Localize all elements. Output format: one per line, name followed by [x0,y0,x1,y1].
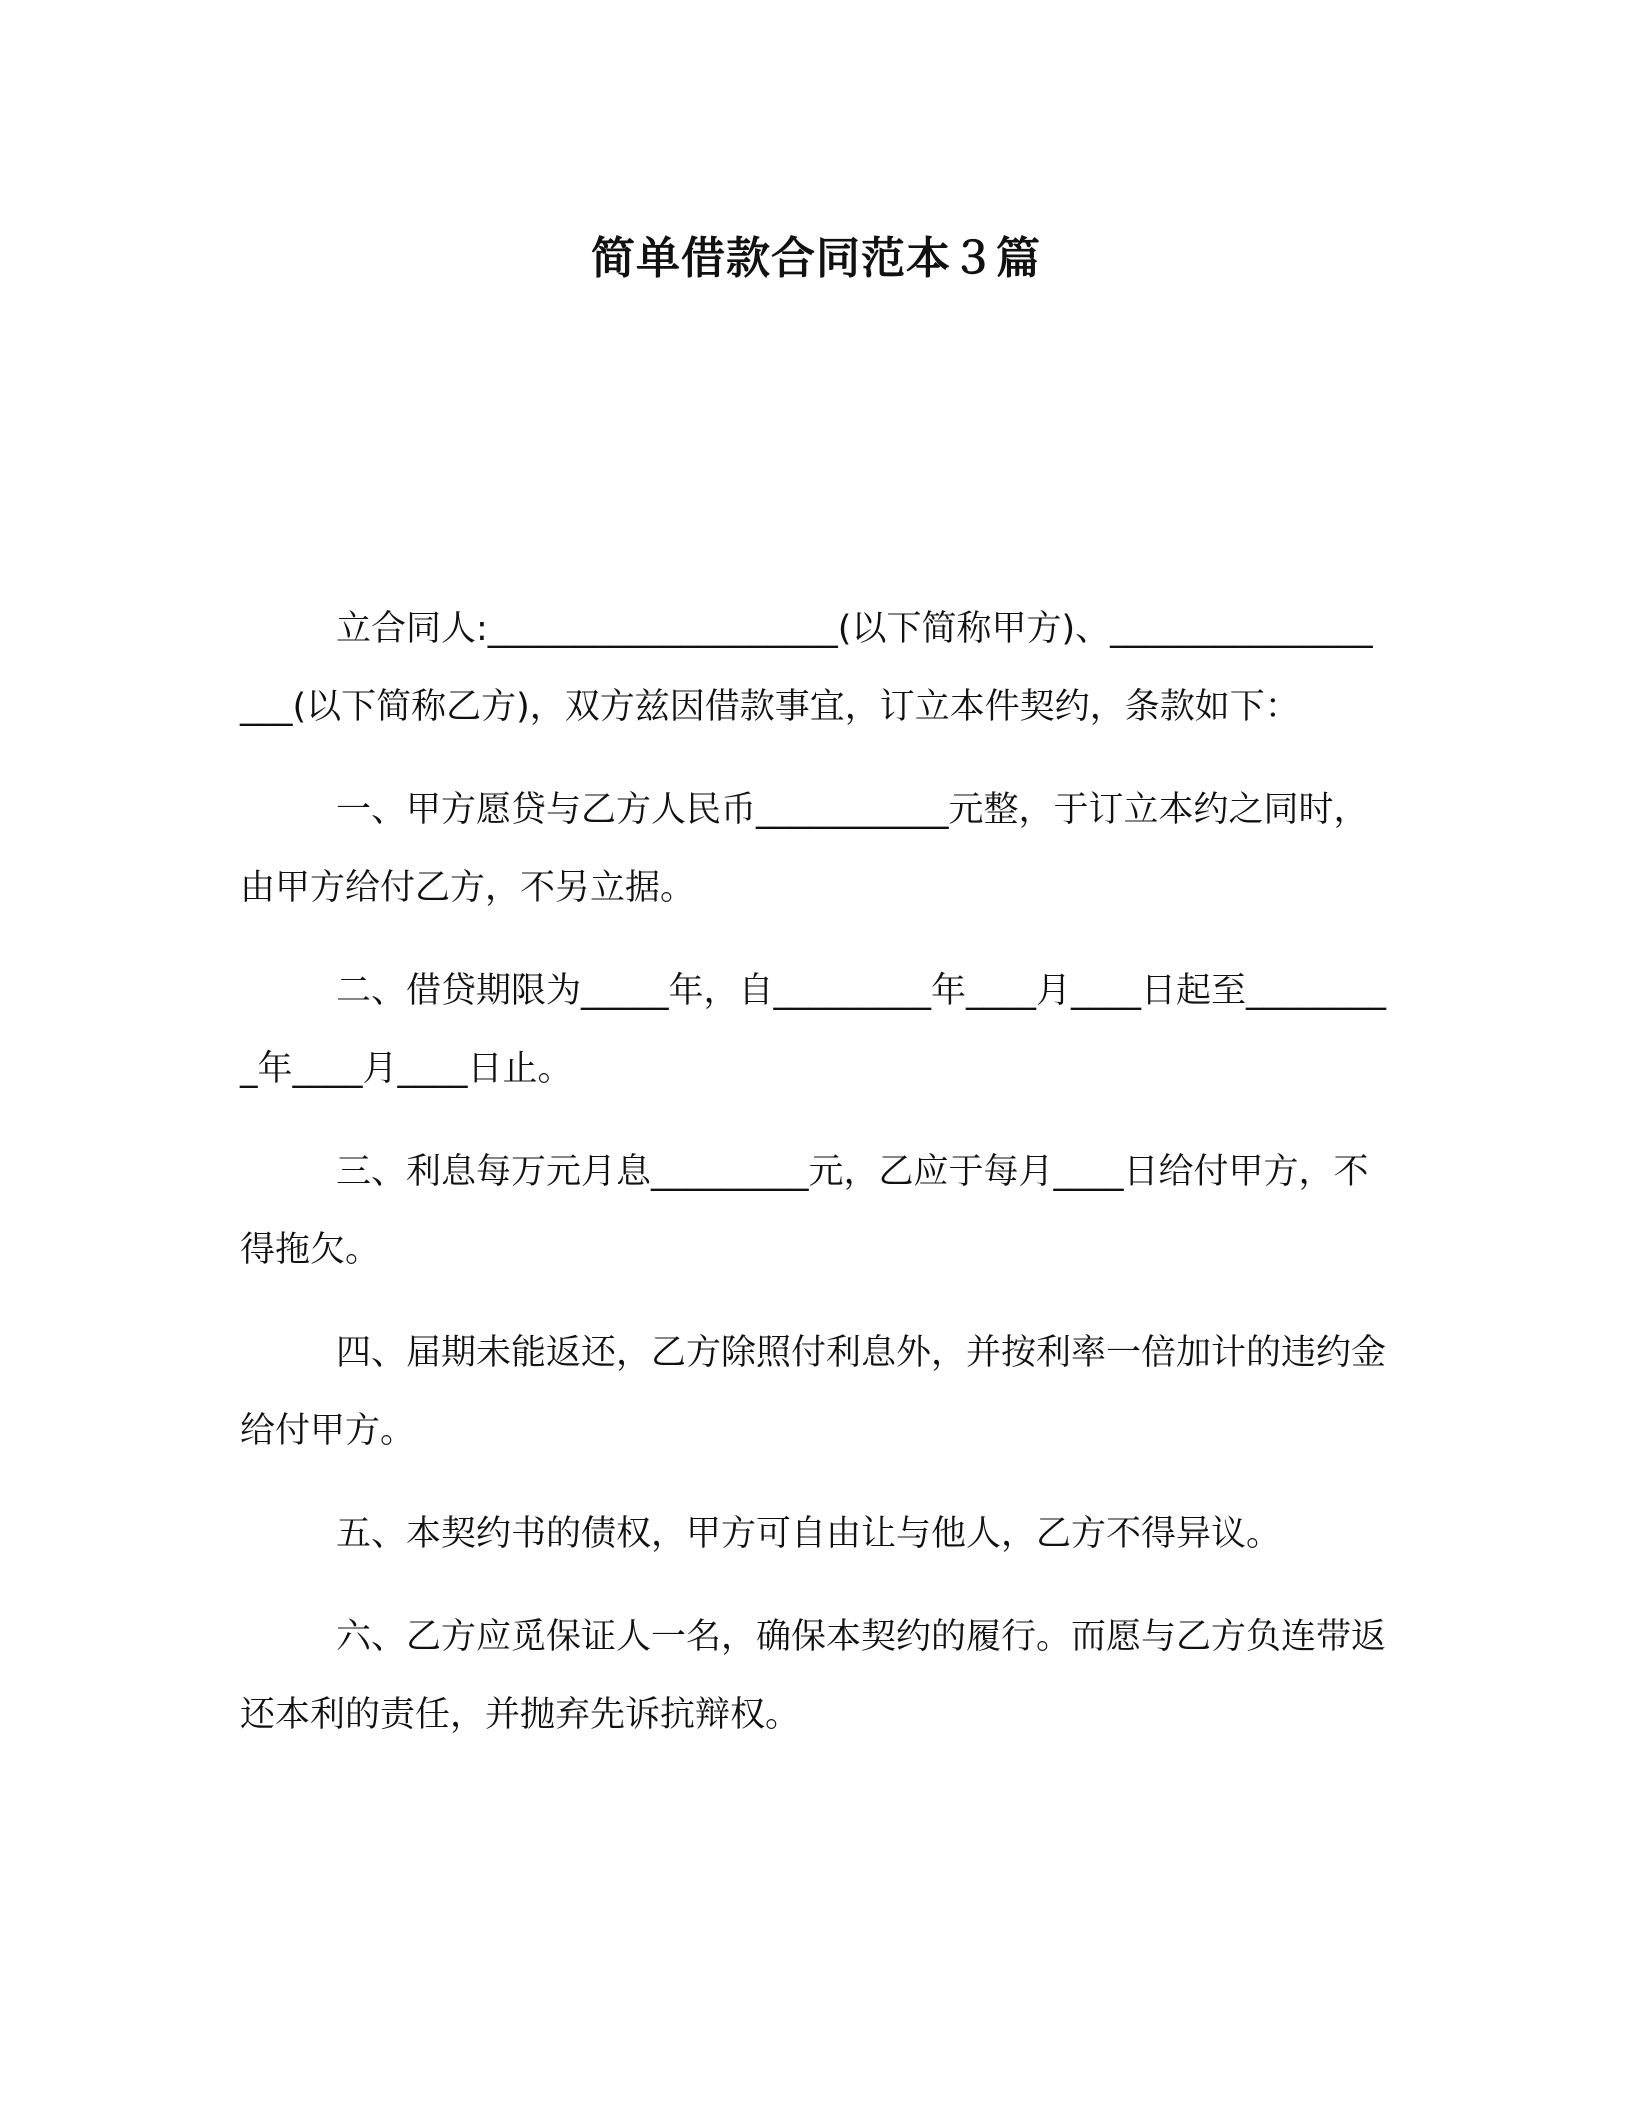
paragraph-clause-6: 六、乙方应觅保证人一名，确保本契约的履行。而愿与乙方负连带返还本利的责任，并抛弃先诉抗辩权。 [240,1617,1387,1735]
document-title: 简单借款合同范本３篇 [591,233,1041,284]
paragraph-clause-5: 五、本契约书的债权，甲方可自由让与他人，乙方不得异议。 [336,1514,1282,1554]
paragraph-clause-1: 一、甲方愿贷与乙方人民币___________元整，于订立本约之同时，由甲方给付乙方，不另立据。 [240,790,1369,908]
document-body [240,590,1390,1779]
paragraph-clause-2: 二、借贷期限为_____年，自_________年____月____日起至_________年____月____日止。 [240,971,1387,1089]
paragraph-clause-3: 三、利息每万元月息_________元，乙应于每月____日给付甲方，不得拖欠。 [240,1152,1369,1270]
paragraph-clause-4: 四、届期未能返还，乙方除照付利息外，并按利率一倍加计的违约金给付甲方。 [240,1333,1387,1451]
paragraph-parties: 立合同人:____________________(以下简称甲方)、__________________(以下简称乙方)，双方兹因借款事宜，订立本件契约，条款如下： [240,609,1373,727]
